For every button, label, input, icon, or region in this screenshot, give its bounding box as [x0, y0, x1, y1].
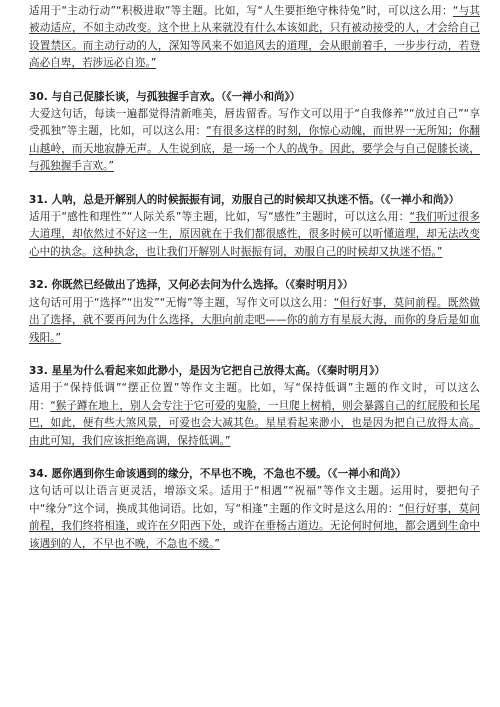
entry-title: 33. 星星为什么看起来如此渺小，是因为它把自己放得太高。（《秦时明月》） — [29, 364, 386, 377]
entry-explanation: 适用于“感性和理性”“人际关系”等主题，比如，写“感性”主题时，可以这么用： — [29, 211, 410, 224]
entry-explanation: 大爱这句话，每读一遍都觉得清新唯美，唇齿留香。写作文可以用于“自我修养”“放过自己”“享受孤独”等主题，比如，可以这么用： — [29, 108, 480, 138]
entry-example-quote: “我们听过很多大道理，却依然过不好这一生，原因就在于我们都很感性，很多时候可以听懂道理，却无法改变心中的执念。这种执念，也让我们开解别人时振振有词，劝服自己的时候却又执迷不悟。” — [29, 211, 480, 258]
entry-34 — [29, 466, 480, 553]
entry-example-quote: “猴子蹲在地上，别人会专注于它可爱的鬼脸，一旦爬上树梢，则会暴露自己的红屁股和长尾巴，如此，便有些大煞风景，可爱也会大减其色。星星看起来渺小，也是因为把自己放得太高。由此可知，我们应该拒绝高调，保持低调。” — [29, 399, 480, 447]
entry-example-quote: “但行好事，莫问前程。既然做出了选择，就不要再问为什么选择，大胆向前走吧——你的前方有星辰大海，而你的身后是如血残阳。” — [29, 296, 480, 344]
intro-text: 适用于“主动行动”“积极进取”等主题。比如，写“人生要拒绝守株待兔”时，可以这么用： — [29, 5, 453, 17]
entry-explanation: 适用于“保持低调”“摆正位置”等作文主题。比如，写“保持低调”主题的作文时，可以这么用： — [29, 382, 480, 412]
entry-32 — [29, 277, 480, 347]
entry-explanation: 这句话可用于“选择”“出发”“无悔”等主题，写作文可以这么用： — [29, 296, 334, 309]
entry-33 — [29, 363, 480, 450]
entry-title: 34. 愿你遇到你生命该遇到的缘分，不早也不晚，不急也不缓。（《一禅小和尚》） — [29, 467, 407, 480]
entry-body — [29, 209, 480, 261]
entry-title: 30. 与自己促膝长谈，与孤独握手言欢。（《一禅小和尚》） — [29, 90, 301, 103]
entry-example-quote: “有很多这样的时刻，你惊心动魄，而世界一无所知；你翻山越岭，而天地寂静无声。人生说到底，是一场一个人的战争。因此，要学会与自己促膝长谈，与孤独握手言欢。” — [29, 125, 480, 173]
entry-body — [29, 483, 480, 553]
intro-paragraph — [29, 3, 480, 73]
entry-title: 31. 人呐，总是开解别人的时候振振有词，劝服自己的时候却又执迷不悟。（《一禅小和尚》） — [29, 193, 460, 206]
entry-example-quote: “但行好事，莫问前程，我们终将相逢，或许在夕阳西下处，或许在垂杨古道边。无论何时何地，都会遇到生命中该遇到的人，不早也不晚，不急也不缓。” — [29, 502, 480, 550]
entry-body — [29, 295, 480, 347]
entry-30 — [29, 89, 480, 176]
entry-body — [29, 106, 480, 176]
entry-31 — [29, 192, 480, 262]
entry-title: 32. 你既然已经做出了选择，又何必去问为什么选择。（《秦时明月》） — [29, 279, 354, 292]
entry-body — [29, 380, 480, 450]
intro-example-quote: “与其被动适应，不如主动改变。这个世上从来就没有什么本该如此，只有被动接受的人，才会给自己设置禁区。而主动行动的人，深知等风来不如追风去的道理，会从眼前着手，一步步行动，若登高必自卑，若涉远必自迩。” — [29, 5, 480, 70]
entry-explanation: 这句话可以让语言更灵活，增添文采。适用于“相遇”“祝福”等作文主题。运用时，要把句子中“缘分”这个词，换成其他词语。比如，写“相逢”主题的作文时是这么用的： — [29, 485, 480, 515]
